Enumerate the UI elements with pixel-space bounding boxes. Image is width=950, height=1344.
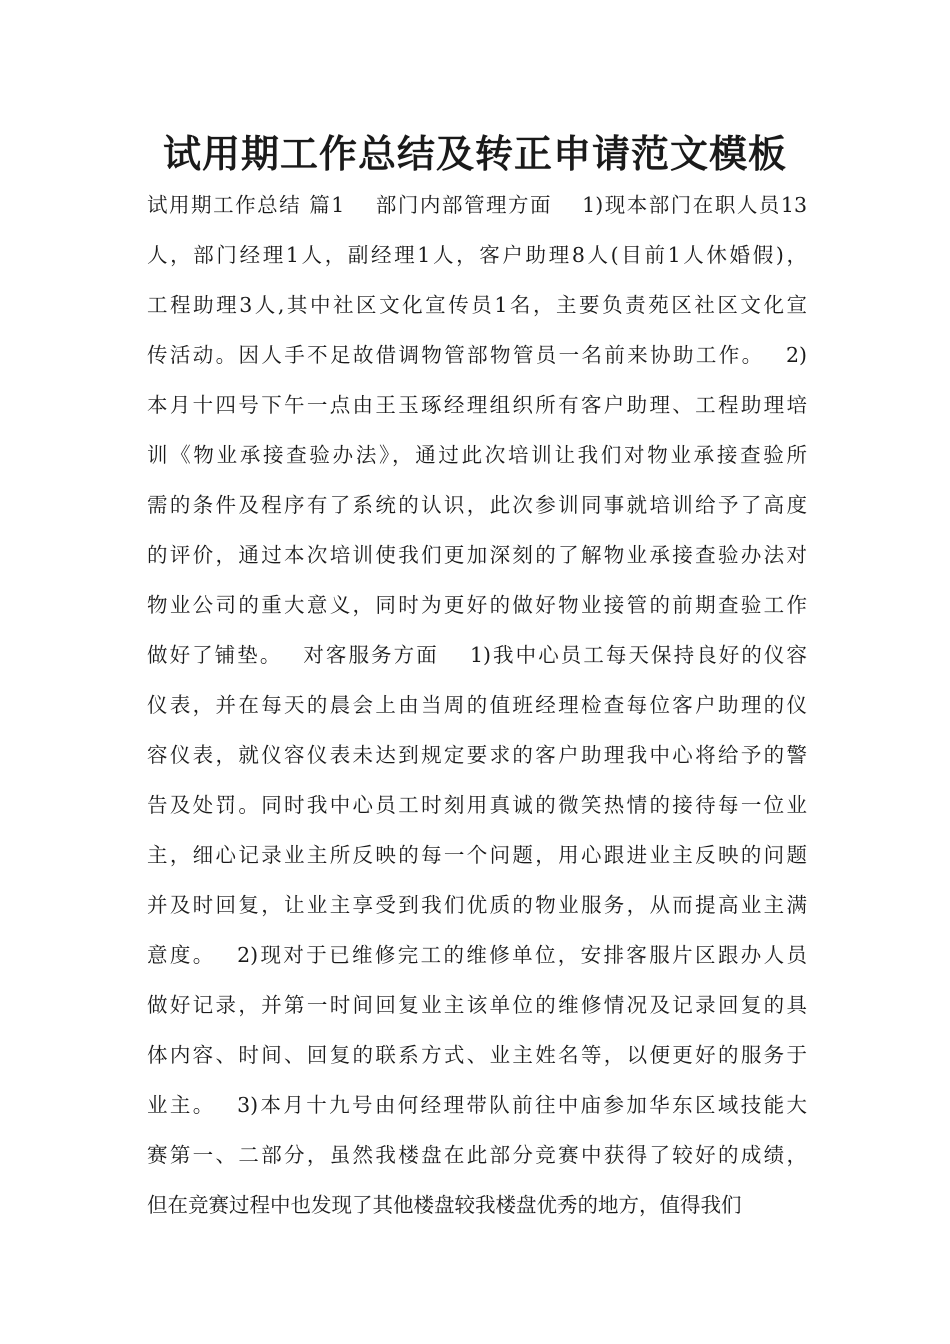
document-body: [147, 180, 807, 1230]
body-line: 容仪表，就仪容仪表未达到规定要求的客户助理我中心将给予的警: [147, 743, 807, 767]
body-line: 告及处罚。同时我中心员工时刻用真诚的微笑热情的接待每一位业: [147, 793, 807, 817]
body-line: 做好了铺垫。 对客服务方面 1)我中心员工每天保持良好的仪容: [147, 643, 807, 667]
body-line: 并及时回复，让业主享受到我们优质的物业服务，从而提高业主满: [147, 893, 807, 917]
body-line: 物业公司的重大意义，同时为更好的做好物业接管的前期查验工作: [147, 593, 807, 617]
body-line: 本月十四号下午一点由王玉琢经理组织所有客户助理、工程助理培: [147, 393, 807, 417]
body-line: 但在竞赛过程中也发现了其他楼盘较我楼盘优秀的地方，值得我们: [147, 1193, 742, 1217]
body-line: 赛第一、二部分，虽然我楼盘在此部分竞赛中获得了较好的成绩，: [147, 1143, 807, 1167]
body-line: 做好记录，并第一时间回复业主该单位的维修情况及记录回复的具: [147, 993, 807, 1017]
body-line: 人，部门经理1人，副经理1人，客户助理8人(目前1人休婚假)，: [147, 243, 807, 267]
body-line: 意度。 2)现对于已维修完工的维修单位，安排客服片区跟办人员: [147, 943, 807, 967]
body-line: 业主。 3)本月十九号由何经理带队前往中庙参加华东区域技能大: [147, 1093, 807, 1117]
body-line: 的评价，通过本次培训使我们更加深刻的了解物业承接查验办法对: [147, 543, 807, 567]
body-line: 训《物业承接查验办法》，通过此次培训让我们对物业承接查验所: [147, 443, 807, 467]
document-title: 试用期工作总结及转正申请范文模板: [162, 132, 787, 176]
body-line: 仪表，并在每天的晨会上由当周的值班经理检查每位客户助理的仪: [147, 693, 807, 717]
body-line: 传活动。因人手不足故借调物管部物管员一名前来协助工作。 2): [147, 343, 807, 367]
body-line: 工程助理3人,其中社区文化宣传员1名，主要负责苑区社区文化宣: [147, 293, 807, 317]
body-line: 试用期工作总结 篇1 部门内部管理方面 1)现本部门在职人员13: [147, 193, 807, 217]
body-line: 需的条件及程序有了系统的认识，此次参训同事就培训给予了高度: [147, 493, 807, 517]
body-line: 主，细心记录业主所反映的每一个问题，用心跟进业主反映的问题: [147, 843, 807, 867]
body-line: 体内容、时间、回复的联系方式、业主姓名等，以便更好的服务于: [147, 1043, 807, 1067]
